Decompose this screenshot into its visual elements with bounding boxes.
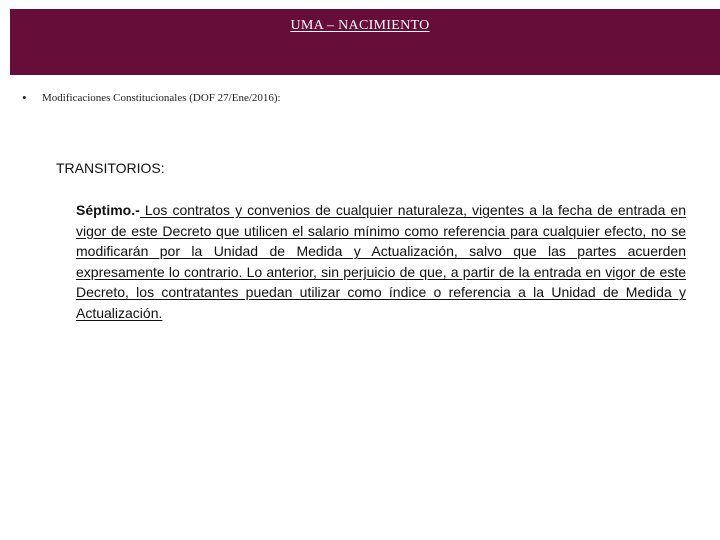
bullet-dot-icon: • — [22, 90, 27, 105]
slide-title: UMA – NACIMIENTO — [290, 18, 430, 33]
bullet-text: Modificaciones Constitucionales (DOF 27/Ene/2016): — [42, 92, 281, 104]
paragraph-lead: Séptimo.- — [76, 202, 140, 218]
article-paragraph — [76, 200, 686, 324]
paragraph-body: Los contratos y convenios de cualquier naturaleza, vigentes a la fecha de entrada en vigor de este Decreto que utilicen el salario mínimo como referencia para cualquier efecto, no se modificarán por la Unidad de Medida y Actualización, salvo que las partes acuerden expresamente lo contrario. Lo anterior, sin perjuicio de que, a partir de la entrada en vigor de este Decreto, los contratantes puedan utilizar como índice o referencia a la Unidad de Medida y Actualización. — [76, 202, 686, 321]
section-label: TRANSITORIOS: — [56, 160, 165, 176]
